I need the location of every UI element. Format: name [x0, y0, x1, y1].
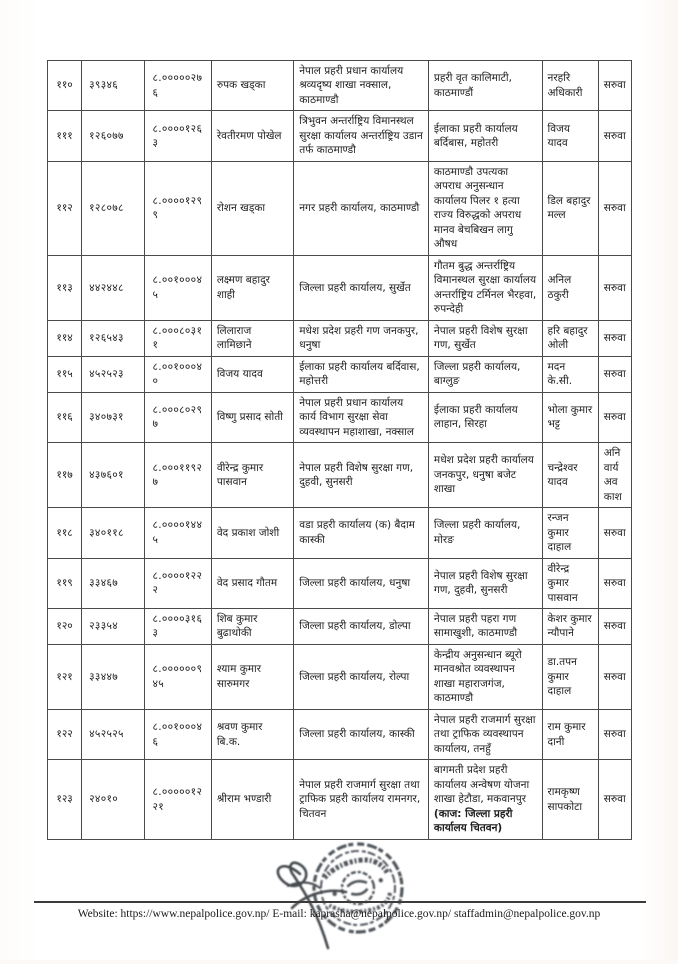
cell-office-to: बागमती प्रदेश प्रहरी कार्यालय अन्वेषण योजना शाखा हेटौडा, मकवानपुर (काज: जिल्ला प्रहरी कार्यालय चितवन) [428, 760, 542, 839]
table-row [48, 443, 632, 508]
table-row [48, 320, 632, 356]
cell-serial-number: १२२ [48, 709, 82, 759]
cell-office-to: केन्द्रीय अनुसन्धान ब्यूरो मानवश्रोत व्यवस्थापन शाखा महाराजगंज, काठमाण्डौ [428, 644, 542, 709]
cell-office-from: नेपाल प्रहरी राजमार्ग सुरक्षा तथा ट्राफिक प्रहरी कार्यालय रामनगर, चितवन [294, 760, 429, 839]
cell-office-from: जिल्ला प्रहरी कार्यालय, कास्की [294, 709, 429, 759]
table-row [48, 161, 632, 255]
cell-replacement-name: मदन के.सी. [542, 356, 598, 392]
table-row [48, 392, 632, 442]
cell-remark: सरुवा [598, 558, 631, 608]
cell-code-number: ८.०००८०२९७ [145, 392, 211, 442]
cell-replacement-name: डिल बहादुर मल्ल [542, 161, 598, 255]
cell-name: रुपक खड्का [211, 61, 293, 111]
cell-office-from: नेपाल प्रहरी प्रधान कार्यालय श्रव्यदृष्य शाखा नक्साल, काठमाण्डौ [294, 61, 429, 111]
table-row [48, 644, 632, 709]
cell-office-from: नेपाल प्रहरी प्रधान कार्यालय कार्य विभाग सुरक्षा सेवा व्यवस्थापन महाशाखा, नक्साल [294, 392, 429, 442]
cell-serial-number: १२० [48, 608, 82, 644]
cell-office-to: जिल्ला प्रहरी कार्यालय, बाग्लुङ [428, 356, 542, 392]
cell-name: श्रीराम भण्डारी [211, 760, 293, 839]
footer-divider [34, 901, 646, 903]
cell-employee-number: ३९३४६ [82, 61, 145, 111]
cell-serial-number: ११२ [48, 161, 82, 255]
cell-name: लक्ष्मण बहादुर शाही [211, 255, 293, 320]
cell-office-to: ईलाका प्रहरी कार्यालय बर्दिबास, महोतरी [428, 111, 542, 161]
cell-office-from: जिल्ला प्रहरी कार्यालय, सुर्खेत [294, 255, 429, 320]
cell-code-number: ८.००१०००४५ [145, 255, 211, 320]
cell-employee-number: ३४०७३१ [82, 392, 145, 442]
cell-code-number: ८.०००११९२७ [145, 443, 211, 508]
cell-office-to: काठमाण्डौ उपत्यका अपराध अनुसन्धान कार्यालय पिलर १ हत्या राज्य विरुद्धको अपराध मानव बेचबिखन लागु औषध [428, 161, 542, 255]
cell-office-to: ईलाका प्रहरी कार्यालय लाहान, सिरहा [428, 392, 542, 442]
cell-remark: सरुवा [598, 61, 631, 111]
cell-office-to: मधेश प्रदेश प्रहरी कार्यालय जनकपुर, धनुषा बजेट शाखा [428, 443, 542, 508]
cell-office-from: जिल्ला प्रहरी कार्यालय, धनुषा [294, 558, 429, 608]
cell-serial-number: १२१ [48, 644, 82, 709]
cell-office-to: जिल्ला प्रहरी कार्यालय, मोरङ [428, 508, 542, 558]
cell-name: विष्णु प्रसाद सोती [211, 392, 293, 442]
cell-remark: सरुवा [598, 709, 631, 759]
cell-remark: सरुवा [598, 356, 631, 392]
cell-employee-number: १२८०७८ [82, 161, 145, 255]
cell-replacement-name: नरहरि अधिकारी [542, 61, 598, 111]
cell-employee-number: २४०१० [82, 760, 145, 839]
table-row [48, 111, 632, 161]
cell-employee-number: १२६०७७ [82, 111, 145, 161]
cell-name: विजय यादव [211, 356, 293, 392]
official-stamp-and-signature [262, 836, 432, 960]
cell-replacement-name: वीरेन्द्र कुमार पासवान [542, 558, 598, 608]
cell-remark: अनिवार्य अवकाश [598, 443, 631, 508]
cell-code-number: ८.००००३१६३ [145, 608, 211, 644]
table-row [48, 356, 632, 392]
cell-employee-number: २३३५४ [82, 608, 145, 644]
cell-employee-number: ३३४४७ [82, 644, 145, 709]
cell-name: लिलाराज लामिछाने [211, 320, 293, 356]
cell-employee-number: १२६५४३ [82, 320, 145, 356]
cell-name: शिब कुमार बुढाथोकी [211, 608, 293, 644]
cell-remark: सरुवा [598, 760, 631, 839]
cell-office-to-note: (काज: जिल्ला प्रहरी कार्यालय चितवन) [433, 807, 513, 835]
cell-serial-number: ११९ [48, 558, 82, 608]
cell-replacement-name: चन्द्रेश्वर यादव [542, 443, 598, 508]
cell-code-number: ८.००१०००४६ [145, 709, 211, 759]
cell-replacement-name: राम कुमार दानी [542, 709, 598, 759]
cell-office-from: मधेश प्रदेश प्रहरी गण जनकपुर, धनुषा [294, 320, 429, 356]
cell-replacement-name: हरि बहादुर ओली [542, 320, 598, 356]
cell-replacement-name: विजय यादव [542, 111, 598, 161]
cell-serial-number: ११७ [48, 443, 82, 508]
table-row [48, 558, 632, 608]
cell-remark: सरुवा [598, 608, 631, 644]
cell-office-to: प्रहरी वृत कालिमाटी, काठमाण्डौं [428, 61, 542, 111]
table-row [48, 608, 632, 644]
cell-remark: सरुवा [598, 644, 631, 709]
cell-remark: सरुवा [598, 508, 631, 558]
cell-employee-number: ४३७६०१ [82, 443, 145, 508]
cell-remark: सरुवा [598, 255, 631, 320]
cell-office-from: वडा प्रहरी कार्यालय (क) बैदाम कास्की [294, 508, 429, 558]
cell-name: रोशन खड्का [211, 161, 293, 255]
cell-employee-number: ४५२५२५ [82, 709, 145, 759]
cell-serial-number: ११० [48, 61, 82, 111]
cell-code-number: ८.००००१२६३ [145, 111, 211, 161]
cell-serial-number: ११३ [48, 255, 82, 320]
footer-contact-line: Website: https://www.nepalpolice.gov.np/ E-mail: kaprasha@nepalpolice.gov.np/ staffadmin@nepalpolice.gov.np [77, 908, 601, 920]
table-row [48, 61, 632, 111]
cell-code-number: ८.०००००१२२१ [145, 760, 211, 839]
cell-employee-number: ४५२५२३ [82, 356, 145, 392]
cell-serial-number: ११५ [48, 356, 82, 392]
cell-serial-number: १११ [48, 111, 82, 161]
cell-code-number: ८.०००००२७६ [145, 61, 211, 111]
cell-office-from: ईलाका प्रहरी कार्यालय बर्दिवास, महोत्तरी [294, 356, 429, 392]
cell-employee-number: ४४२४४८ [82, 255, 145, 320]
cell-office-from: जिल्ला प्रहरी कार्यालय, डोल्पा [294, 608, 429, 644]
cell-replacement-name: भोला कुमार भट्ट [542, 392, 598, 442]
cell-office-from: त्रिभुवन अन्तर्राष्ट्रिय विमानस्थल सुरक्षा कार्यालय अन्तर्राष्ट्रिय उडान तर्फ काठमाण्डौ [294, 111, 429, 161]
cell-name: वेद प्रकाश जोशी [211, 508, 293, 558]
table-row [48, 760, 632, 839]
cell-replacement-name: रामकृष्ण सापकोटा [542, 760, 598, 839]
cell-name: वेद प्रसाद गौतम [211, 558, 293, 608]
cell-office-to: नेपाल प्रहरी राजमार्ग सुरक्षा तथा ट्राफिक व्यवस्थापन कार्यालय, तनहुँ [428, 709, 542, 759]
cell-serial-number: १२३ [48, 760, 82, 839]
cell-remark: सरुवा [598, 161, 631, 255]
cell-serial-number: ११६ [48, 392, 82, 442]
cell-code-number: ८.०००८०३११ [145, 320, 211, 356]
cell-employee-number: ३३४६७ [82, 558, 145, 608]
cell-code-number: ८.००००१२२२ [145, 558, 211, 608]
cell-name: श्याम कुमार सारुमगर [211, 644, 293, 709]
cell-replacement-name: अनिल ठकुरी [542, 255, 598, 320]
table-row [48, 709, 632, 759]
cell-office-from: नगर प्रहरी कार्यालय, काठमाण्डौ [294, 161, 429, 255]
cell-serial-number: ११४ [48, 320, 82, 356]
transfer-table-body [48, 61, 632, 840]
cell-replacement-name: रन्जन कुमार दाहाल [542, 508, 598, 558]
cell-remark: सरुवा [598, 320, 631, 356]
cell-code-number: ८.००००१२९९ [145, 161, 211, 255]
cell-office-to: नेपाल प्रहरी पहरा गण सामाखुशी, काठमाण्डौ [428, 608, 542, 644]
table-row [48, 255, 632, 320]
cell-code-number: ८.००००००९४५ [145, 644, 211, 709]
transfer-table [47, 60, 632, 840]
cell-code-number: ८.००००१४४५ [145, 508, 211, 558]
cell-name: श्रवण कुमार बि.क. [211, 709, 293, 759]
cell-office-to: गौतम बुद्ध अन्तर्राष्ट्रिय विमानस्थल सुरक्षा कार्यालय अन्तर्राष्ट्रिय टर्मिनल भैरहवा, रुपन्देही [428, 255, 542, 320]
round-stamp-icon [262, 836, 432, 960]
cell-replacement-name: डा.तपन कुमार दाहाल [542, 644, 598, 709]
cell-serial-number: ११८ [48, 508, 82, 558]
cell-remark: सरुवा [598, 111, 631, 161]
cell-office-to: नेपाल प्रहरी विशेष सुरक्षा गण, दुहवी, सुनसरी [428, 558, 542, 608]
cell-name: वीरेन्द्र कुमार पासवान [211, 443, 293, 508]
cell-office-from: जिल्ला प्रहरी कार्यालय, रोल्पा [294, 644, 429, 709]
table-row [48, 508, 632, 558]
cell-remark: सरुवा [598, 392, 631, 442]
cell-employee-number: ३४०११८ [82, 508, 145, 558]
cell-office-from: नेपाल प्रहरी विशेष सुरक्षा गण, दुहवी, सुनसरी [294, 443, 429, 508]
cell-name: रेवतीरमण पोखेल [211, 111, 293, 161]
cell-code-number: ८.००१०००४० [145, 356, 211, 392]
cell-replacement-name: केशर कुमार न्यौपाने [542, 608, 598, 644]
cell-office-to: नेपाल प्रहरी विशेष सुरक्षा गण, सुर्खेत [428, 320, 542, 356]
